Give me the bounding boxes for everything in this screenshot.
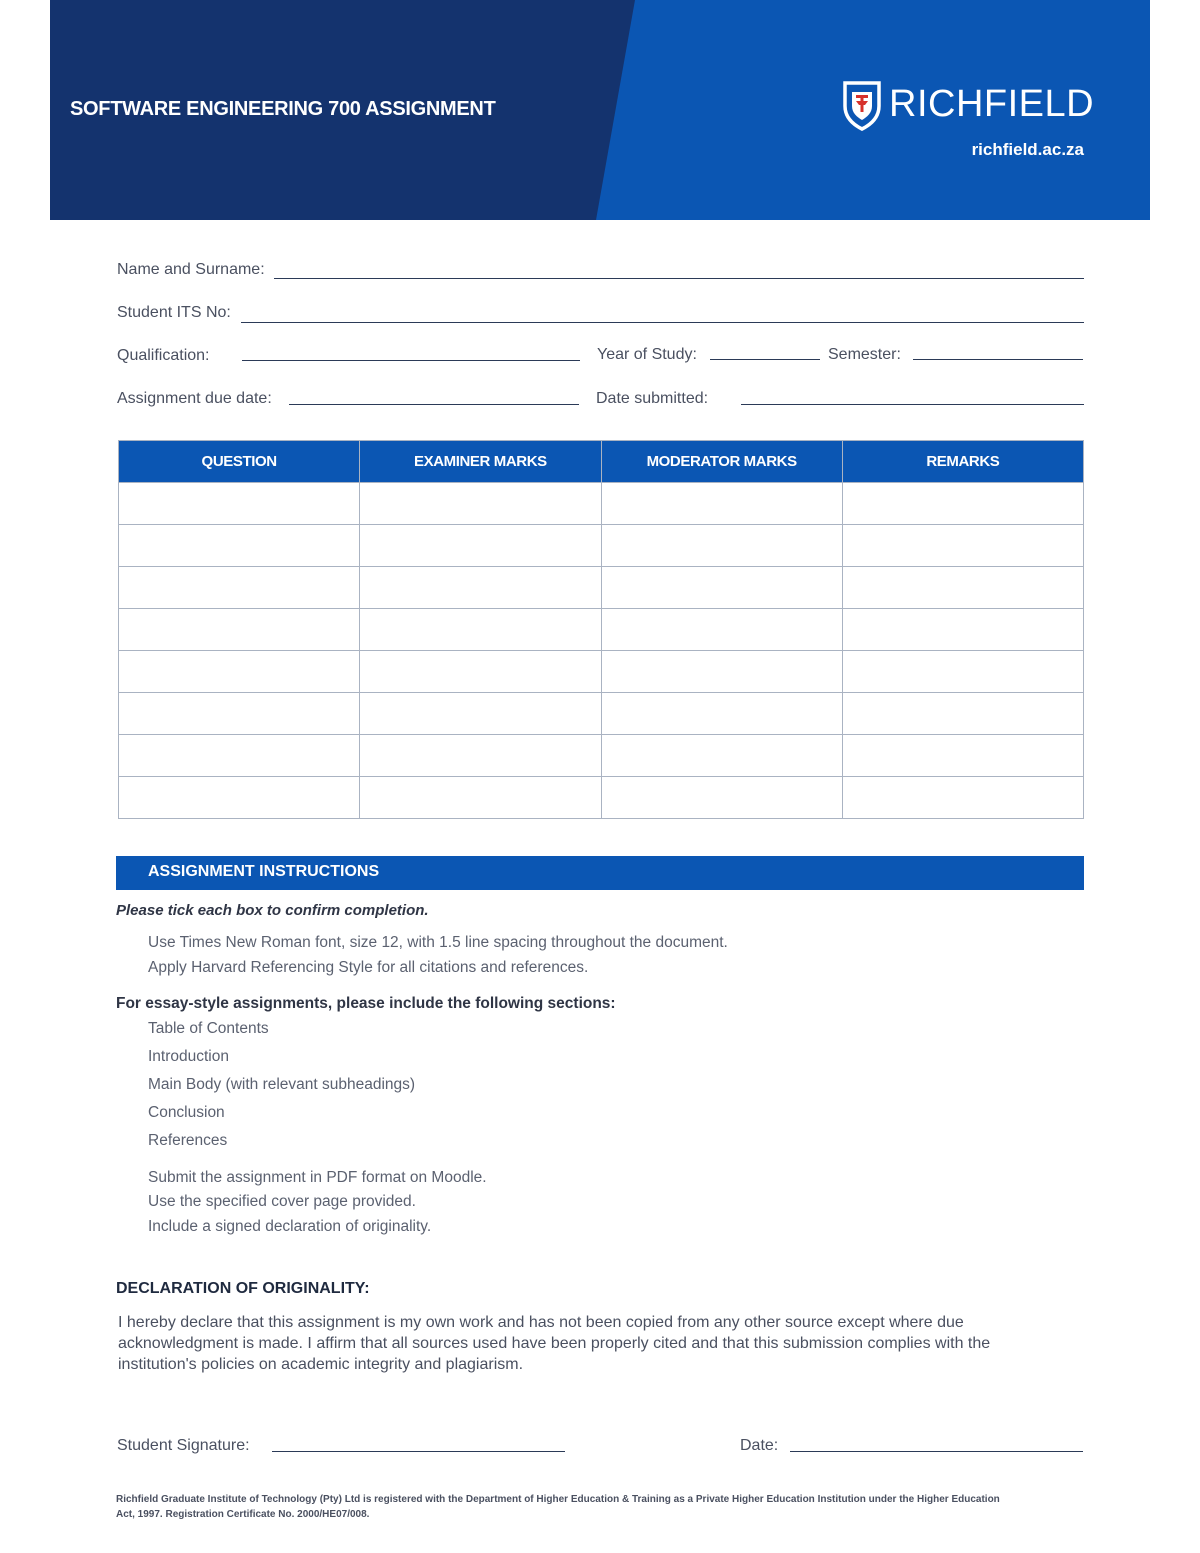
table-cell[interactable] [842, 609, 1083, 651]
table-cell[interactable] [601, 567, 842, 609]
table-cell[interactable] [601, 693, 842, 735]
table-row [119, 525, 1084, 567]
table-cell[interactable] [842, 693, 1083, 735]
year-field[interactable] [710, 359, 820, 360]
table-header-row [119, 441, 1084, 483]
table-row [119, 651, 1084, 693]
name-field[interactable] [274, 278, 1084, 279]
its-field[interactable] [241, 322, 1084, 323]
richfield-logo [842, 80, 1095, 170]
tick-note: Please tick each box to confirm completion. [116, 902, 429, 919]
table-cell[interactable] [119, 609, 360, 651]
signature-label: Student Signature: [117, 1437, 250, 1454]
declaration-title: DECLARATION OF ORIGINALITY: [116, 1280, 370, 1297]
date-field[interactable] [790, 1451, 1083, 1452]
table-row [119, 735, 1084, 777]
section-item-main-body[interactable]: Main Body (with relevant subheadings) [148, 1076, 416, 1093]
table-cell[interactable] [360, 525, 601, 567]
table-cell[interactable] [842, 483, 1083, 525]
table-row [119, 609, 1084, 651]
table-cell[interactable] [842, 525, 1083, 567]
due-date-label: Assignment due date: [117, 390, 272, 407]
examiner-marks-header: EXAMINER MARKS [360, 441, 601, 483]
essay-sections-heading: For essay-style assignments, please include the following sections: [116, 995, 616, 1012]
submission-item-declaration[interactable]: Include a signed declaration of originality. [148, 1218, 432, 1235]
table-cell[interactable] [360, 693, 601, 735]
table-cell[interactable] [119, 735, 360, 777]
section-item-toc[interactable]: Table of Contents [148, 1020, 269, 1037]
signature-field[interactable] [272, 1451, 565, 1452]
submission-item-pdf[interactable]: Submit the assignment in PDF format on Moodle. [148, 1169, 487, 1186]
declaration-text: I hereby declare that this assignment is my own work and has not been copied from any other source except where due acknowledgment is made. I affirm that all sources used have been properly cited and that this submission complies with the institution's policies on academic integrity and plagiarism. [118, 1314, 991, 1373]
table-cell[interactable] [119, 693, 360, 735]
table-cell[interactable] [119, 525, 360, 567]
submission-item-cover-page[interactable]: Use the specified cover page provided. [148, 1193, 416, 1210]
shield-icon [842, 80, 882, 132]
section-item-introduction[interactable]: Introduction [148, 1048, 229, 1065]
table-cell[interactable] [601, 777, 842, 819]
table-cell[interactable] [601, 735, 842, 777]
semester-label: Semester: [828, 346, 901, 363]
table-cell[interactable] [119, 483, 360, 525]
remarks-header: REMARKS [842, 441, 1083, 483]
table-cell[interactable] [119, 651, 360, 693]
section-item-conclusion[interactable]: Conclusion [148, 1104, 225, 1121]
section-item-references[interactable]: References [148, 1132, 228, 1149]
instructions-title: ASSIGNMENT INSTRUCTIONS [148, 863, 380, 880]
question-header: QUESTION [119, 441, 360, 483]
date-label: Date: [740, 1437, 779, 1454]
table-cell[interactable] [360, 609, 601, 651]
table-cell[interactable] [360, 651, 601, 693]
submitted-field[interactable] [741, 404, 1084, 405]
table-cell[interactable] [601, 651, 842, 693]
registration-footer: Richfield Graduate Institute of Technology (Pty) Ltd is registered with the Department of Higher Education & Training as a Private Higher Education Institution under the Higher Education Act, 1997. Registration Certificate No. 2000/HE07/008. [116, 1494, 1000, 1520]
submitted-label: Date submitted: [596, 390, 709, 407]
document-title: SOFTWARE ENGINEERING 700 ASSIGNMENT [70, 98, 496, 120]
instruction-item-font[interactable]: Use Times New Roman font, size 12, with 1.5 line spacing throughout the document. [148, 934, 728, 951]
table-row [119, 483, 1084, 525]
marks-table [118, 440, 1084, 819]
table-row [119, 777, 1084, 819]
year-label: Year of Study: [597, 346, 697, 363]
table-cell[interactable] [360, 567, 601, 609]
brand-name: RICHFIELD [889, 83, 1095, 125]
table-cell[interactable] [601, 525, 842, 567]
table-cell[interactable] [842, 567, 1083, 609]
qualification-field[interactable] [242, 360, 580, 361]
table-cell[interactable] [119, 777, 360, 819]
table-cell[interactable] [360, 777, 601, 819]
table-cell[interactable] [119, 567, 360, 609]
due-date-field[interactable] [289, 404, 579, 405]
table-row [119, 567, 1084, 609]
instructions-header-bar [116, 856, 1084, 890]
its-label: Student ITS No: [117, 304, 231, 321]
table-cell[interactable] [601, 483, 842, 525]
instruction-item-referencing[interactable]: Apply Harvard Referencing Style for all citations and references. [148, 959, 589, 976]
qualification-label: Qualification: [117, 347, 210, 364]
table-cell[interactable] [360, 735, 601, 777]
table-cell[interactable] [842, 735, 1083, 777]
table-cell[interactable] [360, 483, 601, 525]
name-label: Name and Surname: [117, 261, 265, 278]
semester-field[interactable] [913, 359, 1083, 360]
table-cell[interactable] [842, 651, 1083, 693]
table-row [119, 693, 1084, 735]
table-cell[interactable] [601, 609, 842, 651]
moderator-marks-header: MODERATOR MARKS [601, 441, 842, 483]
brand-url[interactable]: richfield.ac.za [971, 140, 1084, 159]
table-cell[interactable] [842, 777, 1083, 819]
